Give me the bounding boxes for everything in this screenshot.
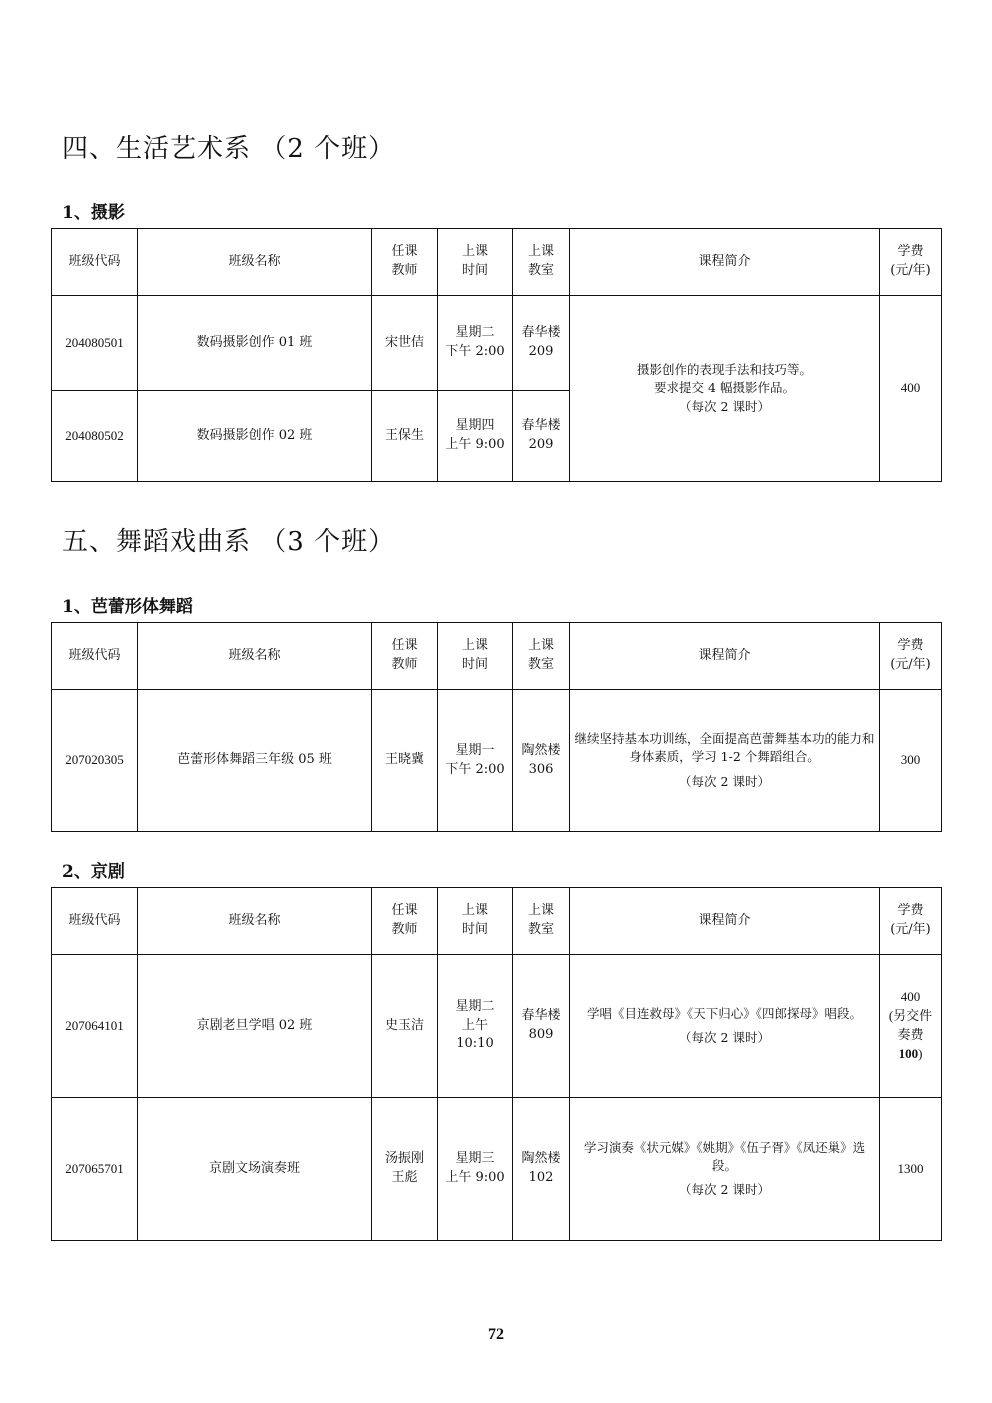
class-name: 数码摄影创作 01 班 <box>138 296 372 391</box>
course-description: 摄影创作的表现手法和技巧等。 要求提交 4 幅摄影作品。 （每次 2 课时） <box>570 296 880 482</box>
section-title-dance-opera: 五、舞蹈戏曲系 （3 个班） <box>62 527 396 557</box>
teacher: 王保生 <box>372 391 438 482</box>
table-row <box>52 955 942 1098</box>
table-row <box>52 1098 942 1241</box>
header-fee: 学费 (元/年) <box>880 229 942 296</box>
classroom: 春华楼 209 <box>513 296 570 391</box>
header-time: 上课 时间 <box>438 888 513 955</box>
class-code: 207020305 <box>52 690 138 832</box>
class-name: 京剧老旦学唱 02 班 <box>138 955 372 1098</box>
header-time: 上课 时间 <box>438 229 513 296</box>
class-code: 207065701 <box>52 1098 138 1241</box>
table-header-row <box>52 623 942 690</box>
subsection-title-peking-opera: 2、京剧 <box>62 862 125 882</box>
header-room: 上课 教室 <box>513 229 570 296</box>
header-desc: 课程简介 <box>570 623 880 690</box>
classroom: 陶然楼 306 <box>513 690 570 832</box>
table-header-row <box>52 229 942 296</box>
teacher: 汤振刚 王彪 <box>372 1098 438 1241</box>
tuition-fee: 400 (另交件 奏费 100) <box>880 955 942 1098</box>
header-name: 班级名称 <box>138 623 372 690</box>
header-name: 班级名称 <box>138 229 372 296</box>
header-teacher: 任课 教师 <box>372 229 438 296</box>
ballet-table <box>51 622 942 832</box>
course-description: 学习演奏《状元媒》《姚期》《伍子胥》《凤还巢》选段。 （每次 2 课时） <box>570 1098 880 1241</box>
subsection-title-ballet: 1、芭蕾形体舞蹈 <box>62 597 193 617</box>
course-description: 学唱《目连救母》《天下归心》《四郎探母》唱段。 （每次 2 课时） <box>570 955 880 1098</box>
teacher: 王晓冀 <box>372 690 438 832</box>
section-title-life-arts: 四、生活艺术系 （2 个班） <box>62 134 396 164</box>
teacher: 史玉洁 <box>372 955 438 1098</box>
class-name: 芭蕾形体舞蹈三年级 05 班 <box>138 690 372 832</box>
classroom: 春华楼 809 <box>513 955 570 1098</box>
header-desc: 课程简介 <box>570 229 880 296</box>
teacher: 宋世佶 <box>372 296 438 391</box>
tuition-fee: 1300 <box>880 1098 942 1241</box>
header-desc: 课程简介 <box>570 888 880 955</box>
peking-opera-table <box>51 887 942 1241</box>
classroom: 陶然楼 102 <box>513 1098 570 1241</box>
header-code: 班级代码 <box>52 623 138 690</box>
header-room: 上课 教室 <box>513 888 570 955</box>
class-time: 星期一 下午 2:00 <box>438 690 513 832</box>
page-number: 72 <box>488 1326 504 1343</box>
header-fee: 学费 (元/年) <box>880 888 942 955</box>
class-time: 星期二 上午 10:10 <box>438 955 513 1098</box>
header-code: 班级代码 <box>52 229 138 296</box>
subsection-title-photography: 1、摄影 <box>62 203 125 223</box>
class-time: 星期二 下午 2:00 <box>438 296 513 391</box>
class-name: 京剧文场演奏班 <box>138 1098 372 1241</box>
table-header-row <box>52 888 942 955</box>
classroom: 春华楼 209 <box>513 391 570 482</box>
header-teacher: 任课 教师 <box>372 888 438 955</box>
header-room: 上课 教室 <box>513 623 570 690</box>
header-teacher: 任课 教师 <box>372 623 438 690</box>
header-time: 上课 时间 <box>438 623 513 690</box>
header-code: 班级代码 <box>52 888 138 955</box>
tuition-fee: 400 <box>880 296 942 482</box>
class-time: 星期三 上午 9:00 <box>438 1098 513 1241</box>
class-code: 207064101 <box>52 955 138 1098</box>
table-row <box>52 690 942 832</box>
fee-note: (另交件 奏费 100) <box>888 1008 933 1061</box>
class-time: 星期四 上午 9:00 <box>438 391 513 482</box>
course-description: 继续坚持基本功训练，全面提高芭蕾舞基本功的能力和身体素质，学习 1-2 个舞蹈组合。 （每次 2 课时） <box>570 690 880 832</box>
class-code: 204080501 <box>52 296 138 391</box>
header-fee: 学费 (元/年) <box>880 623 942 690</box>
table-row <box>52 296 942 391</box>
photography-table <box>51 228 942 482</box>
header-name: 班级名称 <box>138 888 372 955</box>
class-code: 204080502 <box>52 391 138 482</box>
tuition-fee: 300 <box>880 690 942 832</box>
class-name: 数码摄影创作 02 班 <box>138 391 372 482</box>
